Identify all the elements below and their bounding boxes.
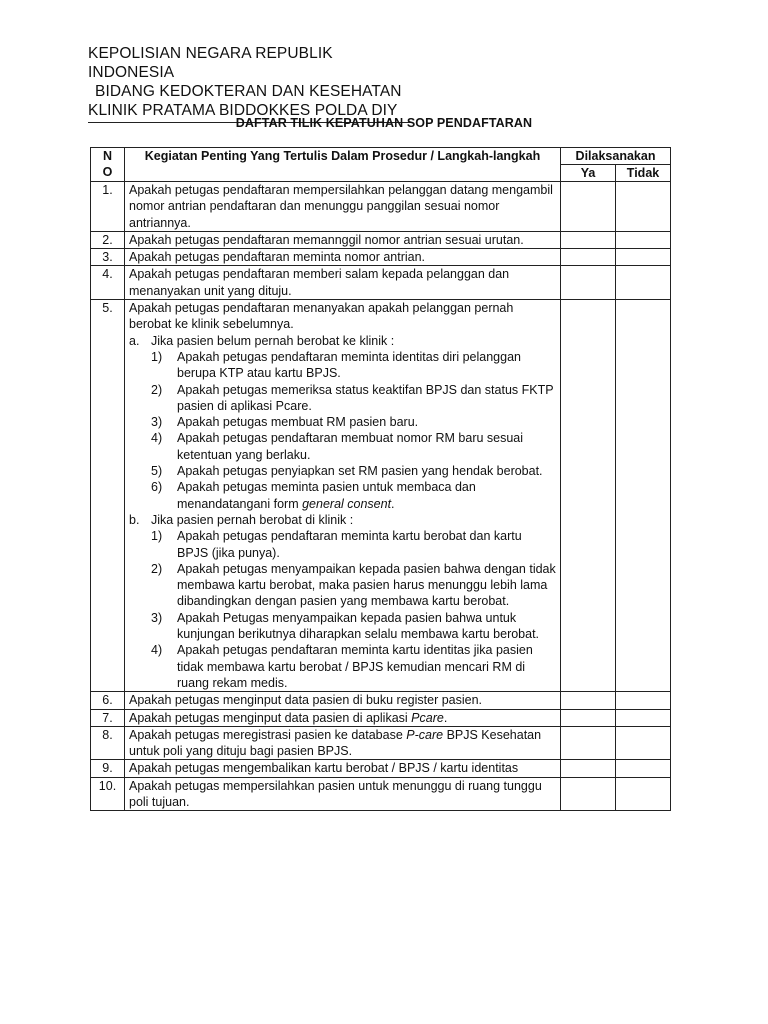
sub-text: Jika pasien pernah berobat di klinik : xyxy=(151,512,354,527)
table-row xyxy=(91,231,671,248)
checkbox-ya[interactable] xyxy=(561,300,616,692)
item-text: Apakah Petugas menyampaikan kepada pasien bahwa untuk kunjungan berikutnya diharapkan selalu membawa kartu berobat. xyxy=(177,610,540,642)
row-activity: Apakah petugas pendaftaran mempersilahkan pelanggan datang mengambil nomor antrian pendaftaran dan menunggu panggilan sesuai nomor antriannya. xyxy=(125,182,561,232)
table-header-row xyxy=(91,148,671,165)
item-text: Apakah petugas membuat RM pasien baru. xyxy=(177,415,419,430)
letterhead-line-2: BIDANG KEDOKTERAN DAN KESEHATAN xyxy=(95,83,402,100)
checklist-table xyxy=(90,147,671,811)
column-header-no xyxy=(91,148,125,182)
checkbox-ya[interactable] xyxy=(561,266,616,300)
document-title: DAFTAR TILIK KEPATUHAN SOP PENDAFTARAN xyxy=(235,116,533,130)
item-text: Apakah petugas pendaftaran meminta identitas diri pelanggan berupa KTP atau kartu BPJS. xyxy=(177,349,521,381)
checkbox-ya[interactable] xyxy=(561,692,616,709)
row-activity-italic: Pcare xyxy=(411,710,444,725)
item-marker: 2) xyxy=(151,561,163,576)
row-number: 6. xyxy=(91,692,125,709)
item-marker: 6) xyxy=(151,480,163,495)
row-activity: Apakah petugas menginput data pasien di buku register pasien. xyxy=(125,692,561,709)
checkbox-ya[interactable] xyxy=(561,760,616,777)
sub-item xyxy=(129,463,556,479)
sub-item xyxy=(129,349,556,382)
item-marker: 2) xyxy=(151,382,163,397)
column-header-no-line-1: N xyxy=(102,149,113,163)
checkbox-ya[interactable] xyxy=(561,777,616,811)
checkbox-tidak[interactable] xyxy=(616,709,671,726)
row-activity xyxy=(125,709,561,726)
checkbox-ya[interactable] xyxy=(561,726,616,760)
item-text-main: Apakah petugas meminta pasien untuk membaca dan menandatangani form xyxy=(177,480,476,511)
row-activity-intro: Apakah petugas pendaftaran menanyakan apakah pelanggan pernah berobat ke klinik sebelumnya. xyxy=(129,301,514,332)
column-header-no-line-2: O xyxy=(102,165,113,179)
row-number: 8. xyxy=(91,726,125,760)
checkbox-tidak[interactable] xyxy=(616,726,671,760)
item-text: Apakah petugas pendaftaran meminta kartu identitas jika pasien tidak membawa kartu berobat / BPJS kemudian mencari RM di ruang rekam medis. xyxy=(177,643,533,690)
item-marker: 5) xyxy=(151,464,163,479)
item-marker: 3) xyxy=(151,415,163,430)
column-header-ya: Ya xyxy=(561,165,616,182)
sub-item xyxy=(129,430,556,463)
checkbox-tidak[interactable] xyxy=(616,692,671,709)
column-header-activity: Kegiatan Penting Yang Tertulis Dalam Prosedur / Langkah-langkah xyxy=(125,148,561,182)
row-number: 5. xyxy=(91,300,125,692)
checkbox-tidak[interactable] xyxy=(616,300,671,692)
row-activity-italic: P-care xyxy=(406,727,444,742)
table-row xyxy=(91,709,671,726)
checkbox-tidak[interactable] xyxy=(616,182,671,232)
row-activity-main: Apakah petugas meregistrasi pasien ke database xyxy=(129,727,407,742)
row-number: 10. xyxy=(91,777,125,811)
sub-marker: b. xyxy=(129,512,140,527)
table-row xyxy=(91,266,671,300)
sub-text: Jika pasien belum pernah berobat ke klinik : xyxy=(151,333,395,348)
row-activity-main: Apakah petugas menginput data pasien di aplikasi xyxy=(129,710,412,725)
item-text: Apakah petugas penyiapkan set RM pasien yang hendak berobat. xyxy=(177,464,543,479)
item-marker: 3) xyxy=(151,610,163,625)
table-row xyxy=(91,692,671,709)
item-marker: 1) xyxy=(151,529,163,544)
item-text-italic: general consent xyxy=(302,496,392,511)
checkbox-tidak[interactable] xyxy=(616,249,671,266)
sub-marker: a. xyxy=(129,333,140,348)
sub-item xyxy=(129,642,556,691)
row-activity: Apakah petugas pendaftaran memannggil nomor antrian sesuai urutan. xyxy=(125,231,561,248)
row-number: 1. xyxy=(91,182,125,232)
row-number: 4. xyxy=(91,266,125,300)
row-number: 3. xyxy=(91,249,125,266)
row-activity xyxy=(125,300,561,692)
row-activity: Apakah petugas mengembalikan kartu berobat / BPJS / kartu identitas xyxy=(125,760,561,777)
item-marker: 4) xyxy=(151,643,163,658)
row-number: 9. xyxy=(91,760,125,777)
table-row xyxy=(91,777,671,811)
table-row xyxy=(91,300,671,692)
item-marker: 4) xyxy=(151,431,163,446)
checkbox-tidak[interactable] xyxy=(616,266,671,300)
checkbox-tidak[interactable] xyxy=(616,777,671,811)
column-header-tidak: Tidak xyxy=(616,165,671,182)
table-row xyxy=(91,726,671,760)
checkbox-ya[interactable] xyxy=(561,249,616,266)
checkbox-ya[interactable] xyxy=(561,231,616,248)
item-text: Apakah petugas memeriksa status keaktifan BPJS dan status FKTP pasien di aplikasi Pcare. xyxy=(177,382,554,413)
letterhead xyxy=(88,44,414,123)
sub-item xyxy=(129,610,556,643)
row-activity: Apakah petugas mempersilahkan pasien untuk menunggu di ruang tunggu poli tujuan. xyxy=(125,777,561,811)
column-header-dilaksanakan: Dilaksanakan xyxy=(561,148,671,165)
row-number: 7. xyxy=(91,709,125,726)
checkbox-ya[interactable] xyxy=(561,182,616,232)
item-text-end: . xyxy=(391,496,395,511)
item-text: Apakah petugas menyampaikan kepada pasien bahwa dengan tidak membawa kartu berobat, maka pasien harus menunggu lebih lama dibandingkan dengan pasien yang membawa kartu berobat. xyxy=(177,561,556,609)
item-text: Apakah petugas pendaftaran meminta kartu berobat dan kartu BPJS (jika punya). xyxy=(177,529,522,560)
letterhead-line-1: KEPOLISIAN NEGARA REPUBLIK INDONESIA xyxy=(88,45,333,81)
sub-item xyxy=(129,414,556,430)
sub-item xyxy=(129,382,556,415)
row-number: 2. xyxy=(91,231,125,248)
table-row xyxy=(91,760,671,777)
row-activity xyxy=(125,726,561,760)
sub-item xyxy=(129,528,556,561)
item-text: Apakah petugas pendaftaran membuat nomor RM baru sesuai ketentuan yang berlaku. xyxy=(177,431,524,462)
item-marker: 1) xyxy=(151,349,163,364)
checkbox-tidak[interactable] xyxy=(616,760,671,777)
table-row xyxy=(91,249,671,266)
checkbox-ya[interactable] xyxy=(561,709,616,726)
table-row xyxy=(91,182,671,232)
sub-item xyxy=(129,561,556,610)
sub-item xyxy=(129,479,556,512)
letterhead-line-3: KLINIK PRATAMA BIDDOKKES POLDA DIY xyxy=(88,102,398,119)
sub-condition-a xyxy=(129,333,556,349)
row-activity-end: BPJS Kesehatan untuk poli yang dituju bagi pasien BPJS. xyxy=(129,727,542,759)
row-activity: Apakah petugas pendaftaran memberi salam kepada pelanggan dan menanyakan unit yang dituju. xyxy=(125,266,561,300)
row-activity: Apakah petugas pendaftaran meminta nomor antrian. xyxy=(125,249,561,266)
item-text xyxy=(177,479,556,512)
checkbox-tidak[interactable] xyxy=(616,231,671,248)
sub-condition-b xyxy=(129,512,556,528)
row-activity-end: . xyxy=(443,710,448,725)
